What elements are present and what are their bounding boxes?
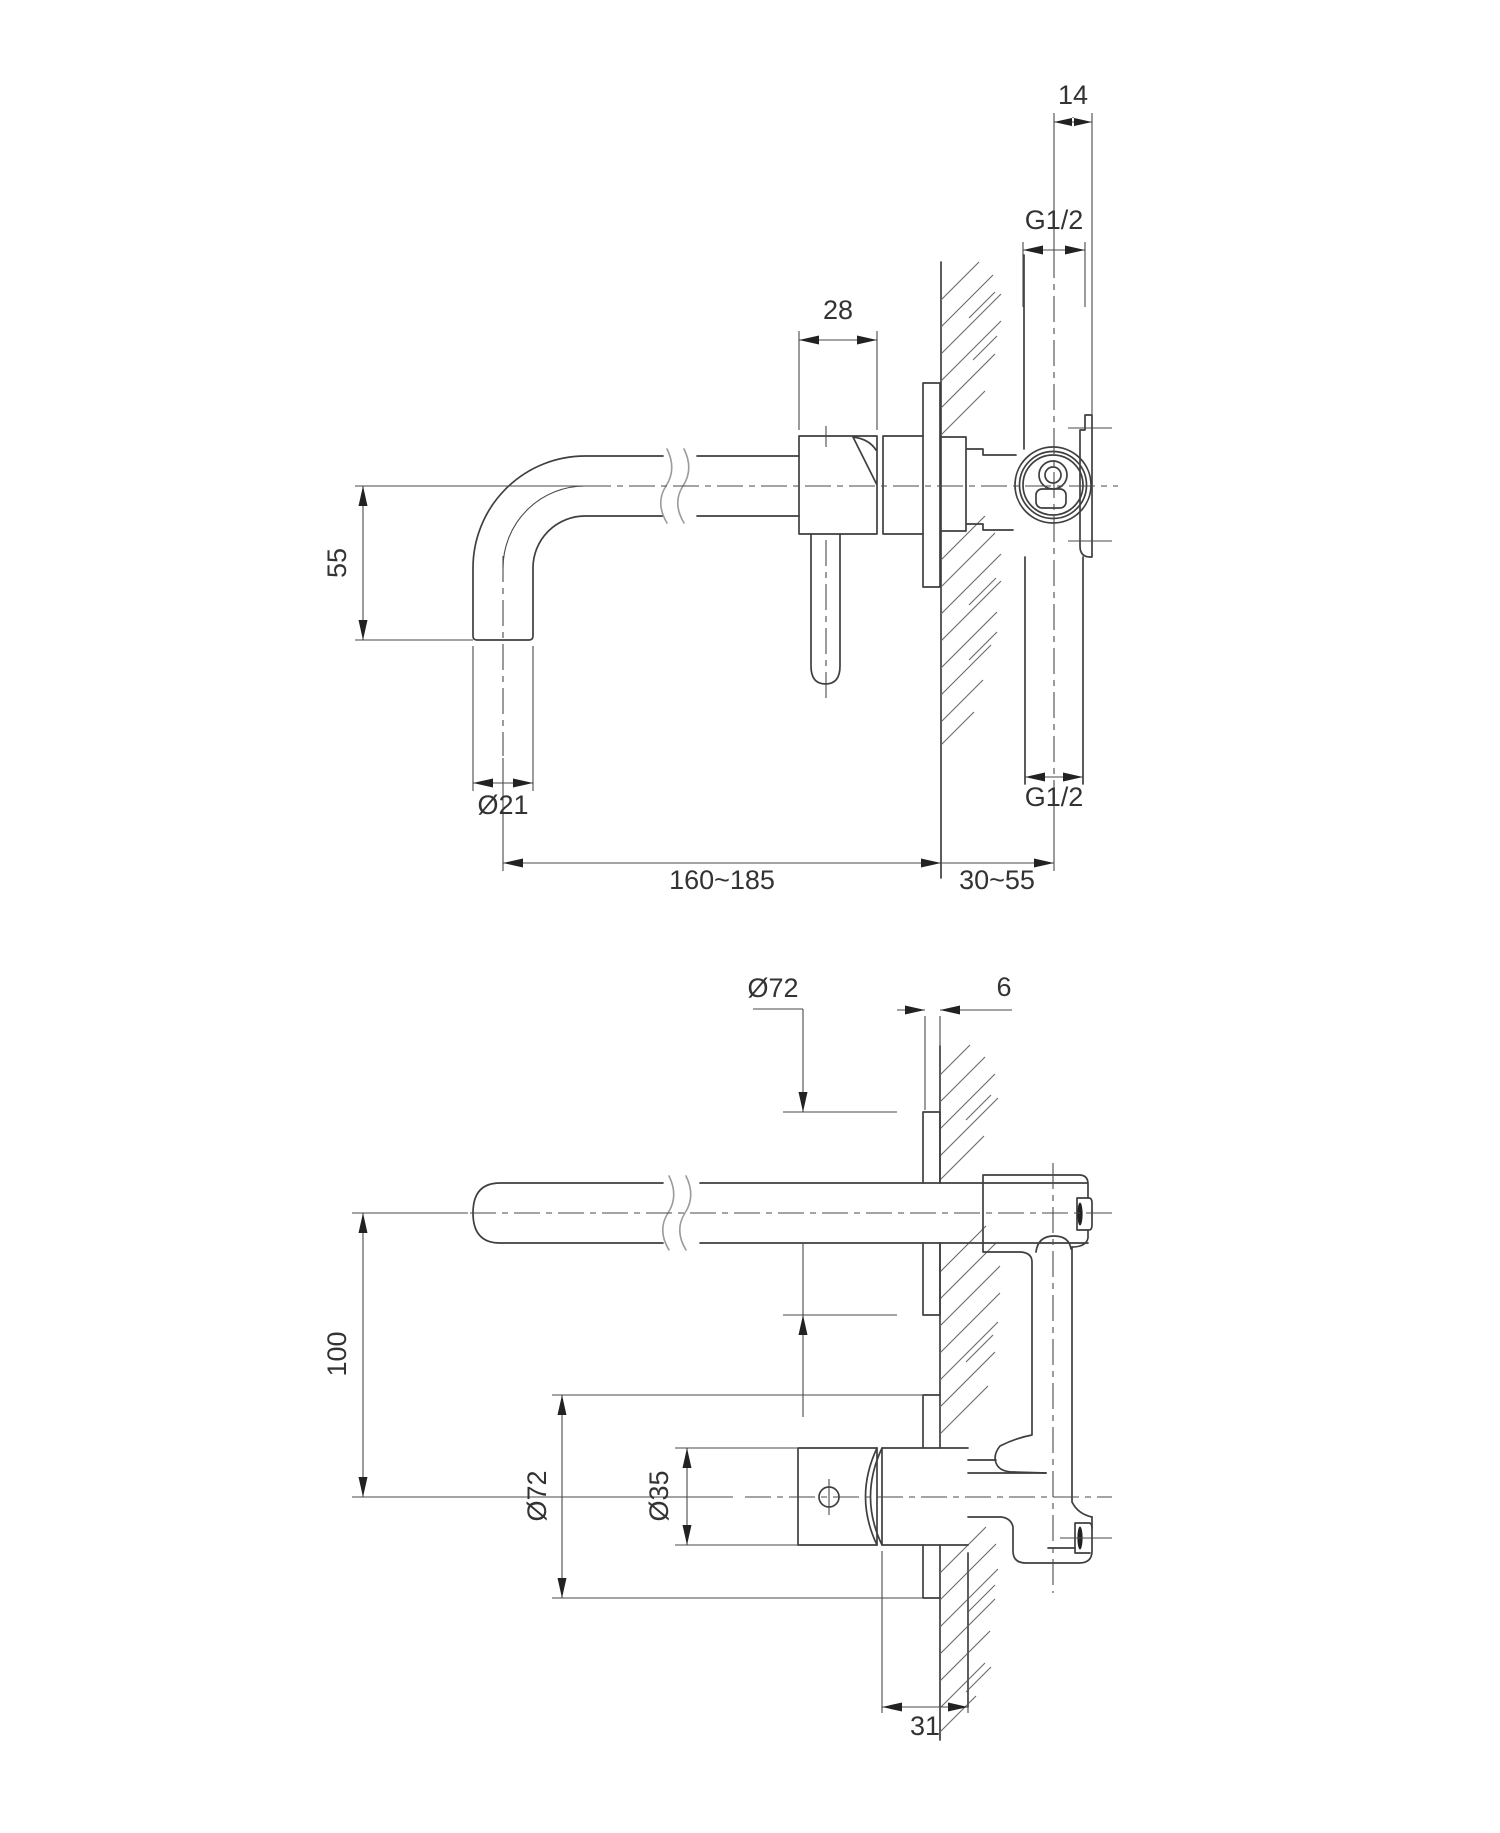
port-slot-top (1077, 1203, 1082, 1226)
front-view (322, 972, 1112, 1741)
dim-handle-length-label: 31 (909, 1711, 941, 1741)
dim-spout-drop-label: 55 (322, 547, 352, 579)
wall-hatch (940, 1045, 1000, 1732)
dim-handle-diameter-label: Ø35 (644, 1470, 674, 1522)
valve-lower-hub (968, 1460, 1092, 1563)
wall-section-front (940, 1045, 1000, 1740)
dim-escutcheon-thickness-label: 6 (996, 972, 1012, 1002)
dim-thread-bottom-label: G1/2 (1024, 782, 1084, 812)
centerlines-front (470, 1163, 1112, 1593)
wall-hatch (941, 262, 1001, 745)
spout-bend-centerline (503, 486, 585, 568)
dim-spout-reach-label: 160~185 (669, 865, 775, 895)
dimensions-side (322, 80, 1092, 895)
dimension-lines (363, 122, 1092, 863)
valve-body-outline (983, 1175, 1092, 1517)
valve-ring-inner (1023, 455, 1083, 515)
dimension-arrows (359, 1006, 969, 1712)
dim-cartridge-width-label: 28 (822, 295, 854, 325)
spout-side (473, 449, 799, 640)
spout-outline (473, 456, 799, 640)
dim-spout-diameter-label: Ø21 (477, 790, 529, 820)
dimension-arrows (359, 118, 1093, 868)
dim-thread-top-label: G1/2 (1024, 205, 1084, 235)
valve-screw-outer (1039, 461, 1067, 489)
dimensions-front (322, 972, 1012, 1741)
dim-escutcheon-top-label: Ø72 (747, 973, 799, 1003)
valve-connector (941, 437, 1016, 531)
mixer-body-side (799, 383, 940, 684)
extension-lines (355, 113, 1092, 871)
valve-screw-inner (1045, 467, 1061, 483)
dim-centre-distance-label: 100 (322, 1331, 352, 1377)
valve-body-front (968, 1175, 1092, 1563)
dim-wall-depth-label: 30~55 (959, 865, 1035, 895)
wall-section-side (941, 262, 1001, 878)
dim-escutcheon-bottom-label: Ø72 (522, 1470, 552, 1522)
escutcheon-plates-front (923, 1112, 940, 1598)
escutcheon-plate-side (923, 383, 940, 587)
body-sleeve (883, 436, 923, 534)
cartridge-housing (799, 436, 877, 534)
concealed-valve-side (941, 255, 1092, 784)
valve-notch (1036, 489, 1066, 508)
dim-offset-label: 14 (1057, 80, 1089, 110)
side-view (322, 80, 1118, 895)
extension-lines (352, 1016, 968, 1713)
dimension-lines (363, 1009, 1012, 1707)
